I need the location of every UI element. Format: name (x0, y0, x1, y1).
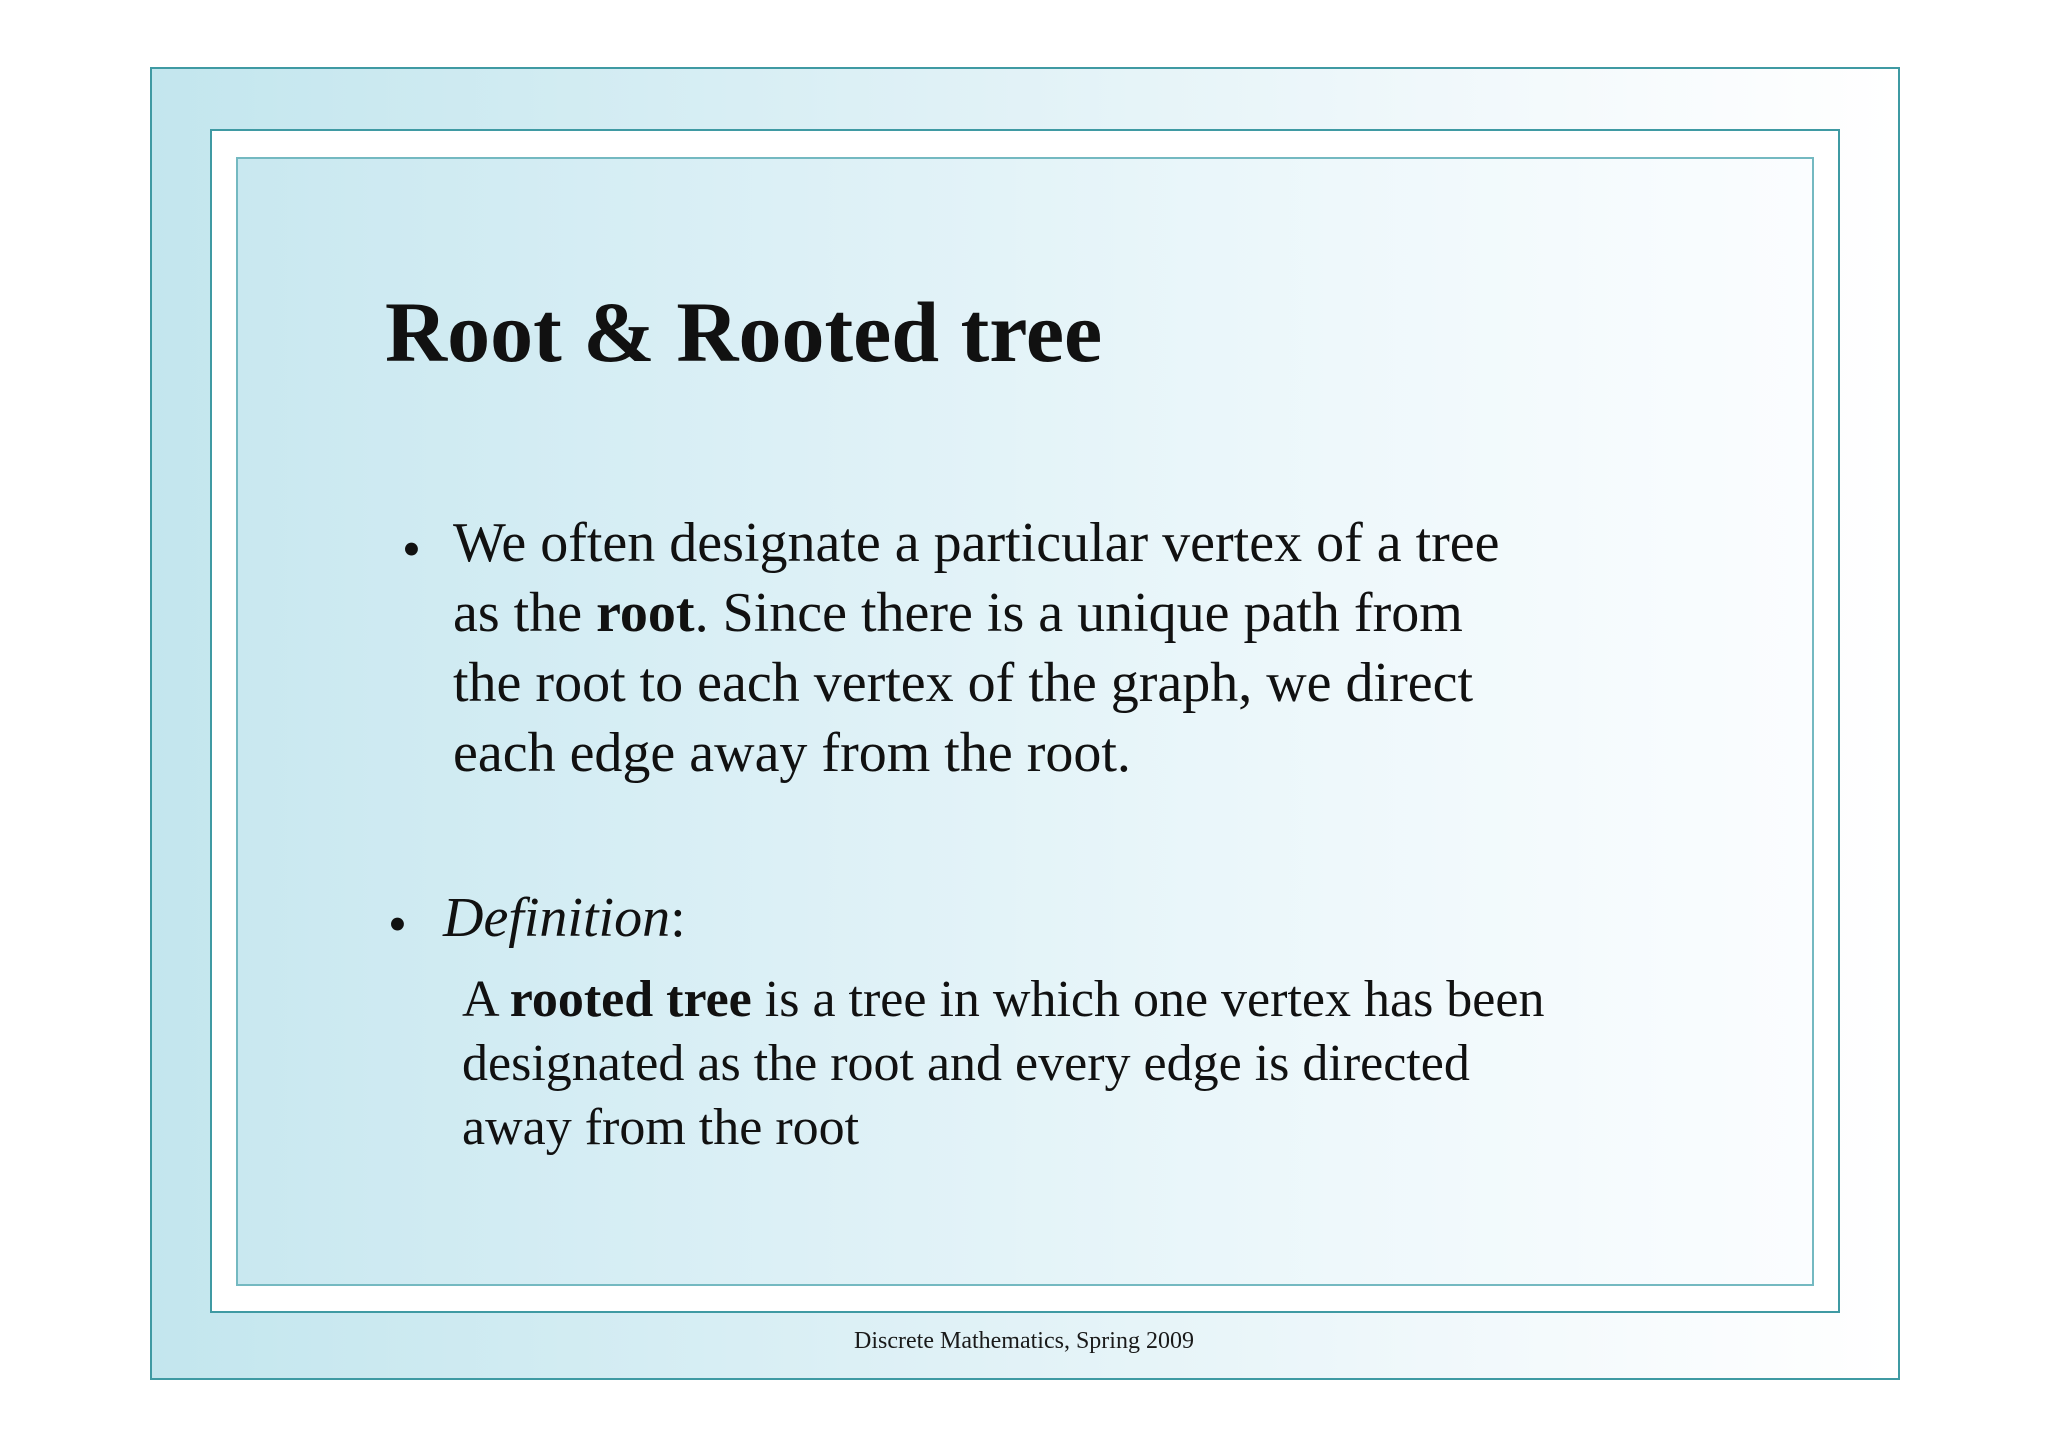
definition-label (443, 883, 686, 953)
term-rooted-tree: rooted tree (509, 971, 752, 1028)
text-fragment: . Since there is a unique path from (694, 582, 1463, 644)
bullet-text-root (453, 508, 1773, 788)
text-line: each edge away from the root. (453, 722, 1131, 784)
text-line: designated as the root and every edge is directed (462, 1035, 1470, 1092)
text-fragment: is a tree in which one vertex has been (751, 971, 1545, 1028)
definition-colon: : (670, 887, 686, 949)
text-fragment: as the (453, 582, 597, 644)
definition-word: Definition (443, 887, 671, 949)
text-line: the root to each vertex of the graph, we direct (453, 652, 1474, 714)
definition-text (462, 968, 1782, 1160)
text-line: away from the root (462, 1099, 860, 1156)
text-line: We often designate a particular vertex of a tree (453, 512, 1500, 574)
bullet-marker: • (388, 894, 407, 954)
text-fragment: A (462, 971, 510, 1028)
bullet-marker: • (402, 519, 421, 579)
slide-title: Root & Rooted tree (385, 284, 1103, 380)
slide-footer: Discrete Mathematics, Spring 2009 (854, 1328, 1194, 1354)
term-root: root (596, 582, 695, 644)
